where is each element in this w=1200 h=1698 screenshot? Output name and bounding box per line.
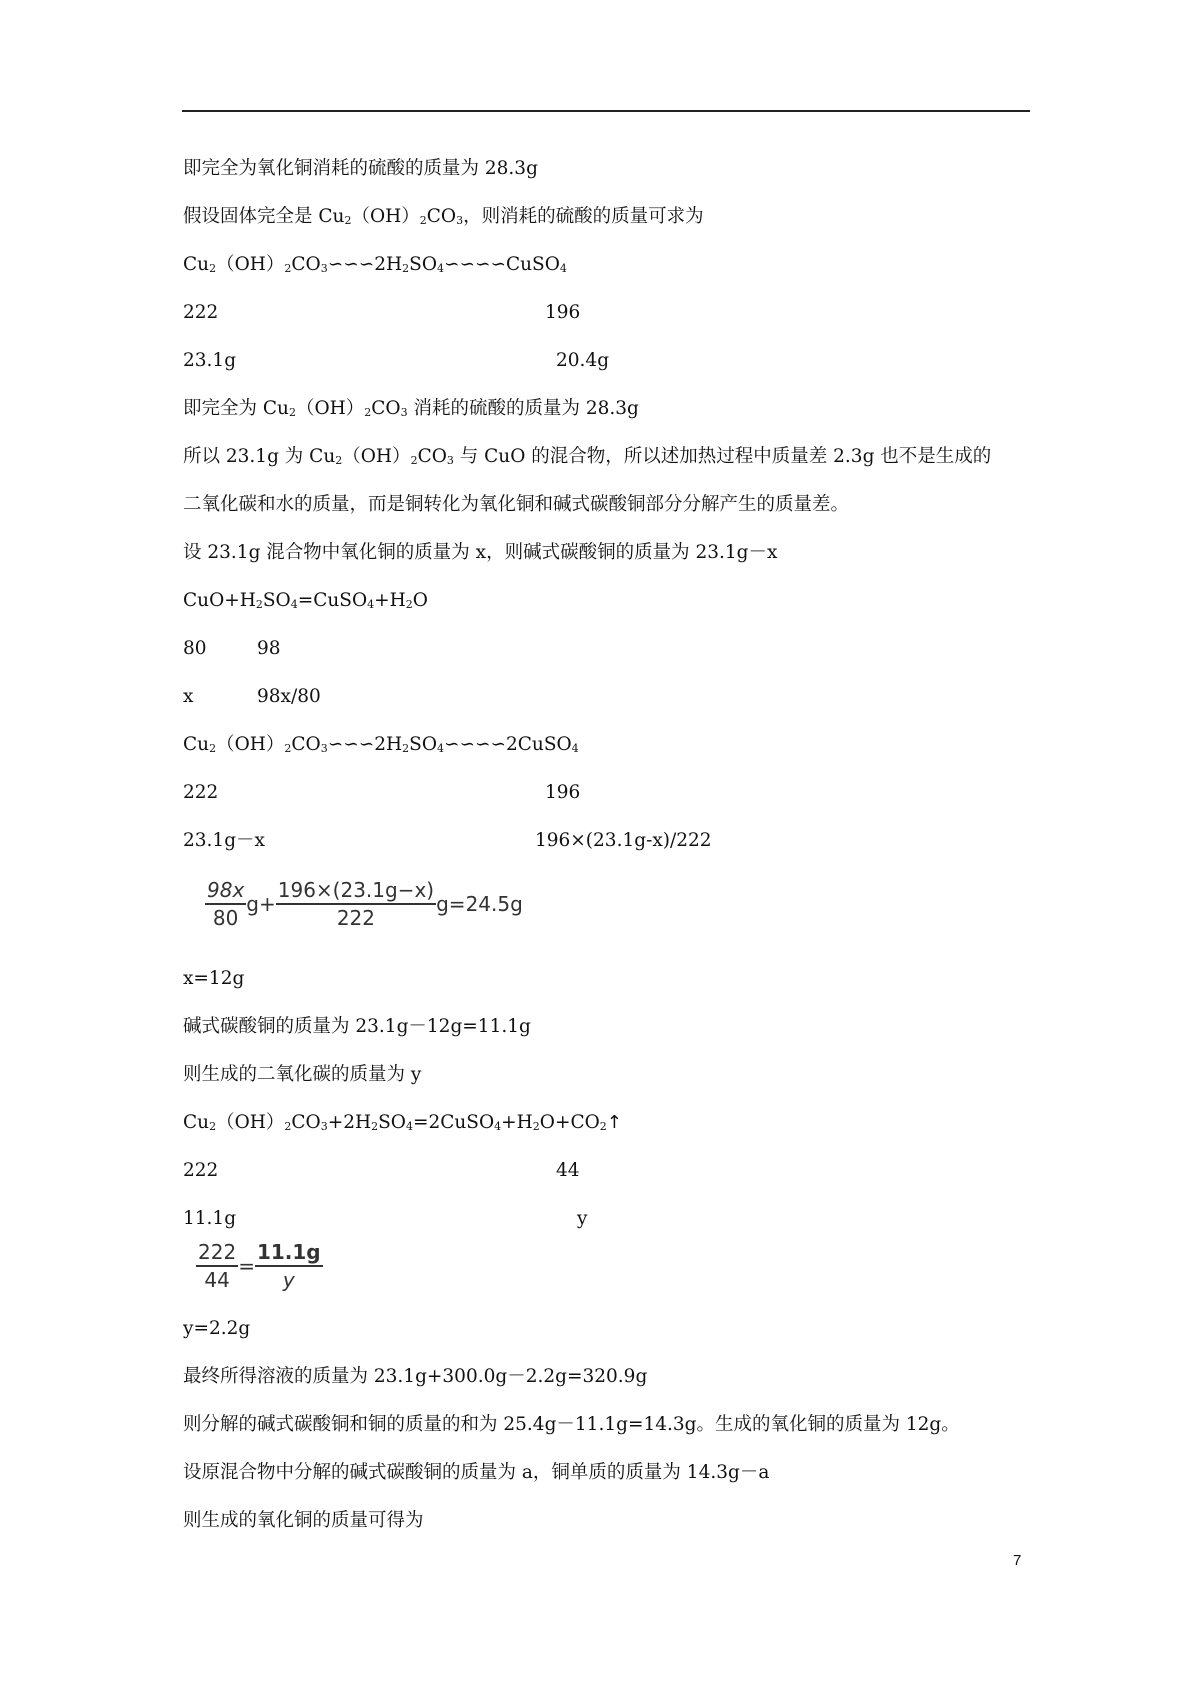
- text-line-6: 即完全为 $Cu_2(OH)_2CO_3$ 消耗的硫酸的质量为 28.3g: [183, 398, 639, 419]
- page-number: 7: [1013, 1552, 1022, 1569]
- equation-line-3: $Cu_2(OH)_2CO_3∽∽∽2H_2SO_4∽∽∽∽2CuSO_4$: [183, 734, 579, 755]
- equation-line-4: $Cu_2(OH)_2CO_3+2H_2SO_4=2CuSO_4+H_2O+CO_2↑$: [183, 1112, 622, 1133]
- molar-mass-line-3: 222: [183, 782, 219, 803]
- text-line-8: 二氧化碳和水的质量，而是铜转化为氧化铜和碱式碳酸铜部分分解产生的质量差。: [183, 494, 850, 515]
- mass-line-1-col2: 20.4g: [556, 350, 610, 371]
- mass-line-3-col2: 196×(23.1g-x)/222: [535, 830, 712, 851]
- text-line-17: 碱式碳酸铜的质量为 23.1g－12g=11.1g: [183, 1016, 531, 1037]
- text-line-9: 设 23.1g 混合物中氧化铜的质量为 x，则碱式碳酸铜的质量为 23.1g－x: [183, 542, 778, 563]
- header-rule: [182, 110, 1030, 112]
- equation-line-1: $Cu_2(OH)_2CO_3∽∽∽2H_2SO_4∽∽∽∽CuSO_4$: [183, 254, 567, 275]
- text-line-16: x=12g: [183, 968, 245, 989]
- text-line-2: 假设固体完全是 $Cu_2(OH)_2CO_3$，则消耗的硫酸的质量可求为: [183, 206, 704, 227]
- equation-line-2: $CuO+H_2SO_4=CuSO_4+H_2O$: [183, 590, 428, 611]
- molar-mass-line-3-col2: 196: [545, 782, 581, 803]
- text-line-23: 最终所得溶液的质量为 23.1g+300.0g－2.2g=320.9g: [183, 1366, 648, 1387]
- molar-mass-line-4-col2: 44: [556, 1160, 580, 1181]
- molar-mass-line-4: 222: [183, 1160, 219, 1181]
- text-line-22: y=2.2g: [183, 1318, 251, 1339]
- molar-mass-line-1: 222: [183, 302, 219, 323]
- text-line-18: 则生成的二氧化碳的质量为 y: [183, 1064, 422, 1085]
- mass-line-2: x: [183, 686, 194, 707]
- mass-line-3: 23.1g－x: [183, 830, 265, 851]
- molar-mass-line-2-col2: 98: [257, 638, 281, 659]
- mass-line-1: 23.1g: [183, 350, 237, 371]
- mass-line-4-col2: y: [577, 1208, 588, 1229]
- text-line-7: 所以 23.1g 为 $Cu_2(OH)_2CO_3$ 与 CuO 的混合物，所以述加热过程中质量差 2.3g 也不是生成的: [183, 446, 992, 467]
- molar-mass-line-2: 80: [183, 638, 207, 659]
- text-line-1: 即完全为氧化铜消耗的硫酸的质量为 28.3g: [183, 158, 538, 179]
- formula-image-1: $\frac{98x}{80}$ g+ $\frac{196\times(23.1g-x)}{222}$ g=24.5g: [207, 878, 523, 930]
- formula-image-2: $\frac{222}{44}$ = $\frac{11.1g}{y}$: [198, 1240, 321, 1292]
- text-line-24: 则分解的碱式碳酸铜和铜的质量的和为 25.4g－11.1g=14.3g。生成的氧化铜的质量为 12g。: [183, 1414, 960, 1435]
- text-line-25: 设原混合物中分解的碱式碳酸铜的质量为 a，铜单质的质量为 14.3g－a: [183, 1462, 770, 1483]
- mass-line-2-col2: 98x/80: [257, 686, 321, 707]
- text-line-26: 则生成的氧化铜的质量可得为: [183, 1510, 424, 1531]
- molar-mass-line-1-col2: 196: [545, 302, 581, 323]
- mass-line-4: 11.1g: [183, 1208, 237, 1229]
